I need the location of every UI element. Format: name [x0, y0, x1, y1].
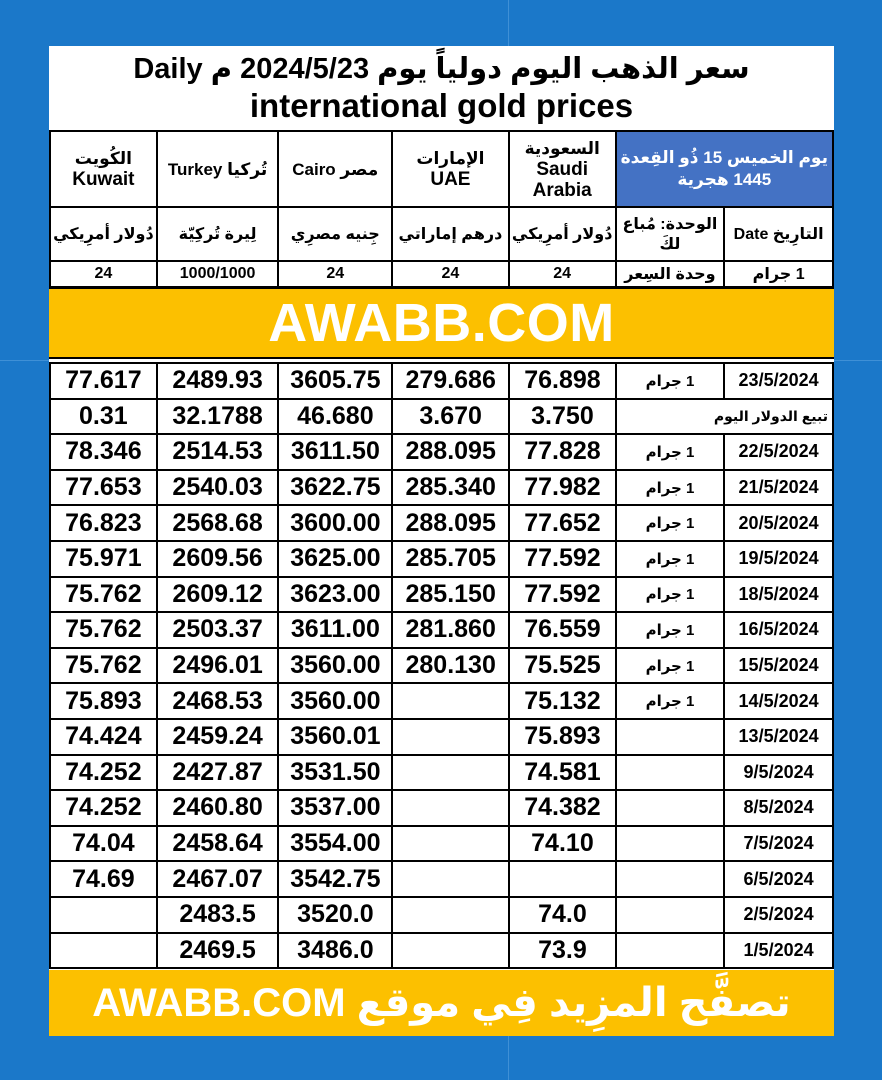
saudi-price: 75.132 — [509, 683, 616, 719]
unit-cell: 1 جرام — [616, 470, 724, 506]
header-table — [49, 130, 834, 288]
gram-label: 1 جرام — [724, 261, 833, 287]
kuwait-price: 75.893 — [50, 683, 157, 719]
table-row — [50, 399, 833, 435]
date-label: التارِيخ Date — [724, 207, 833, 261]
cairo-price: 3611.00 — [278, 612, 392, 648]
cairo-price: 3560.00 — [278, 683, 392, 719]
table-row — [50, 755, 833, 791]
kuwait-price: 76.823 — [50, 505, 157, 541]
saudi-header: السعودية Saudi Arabia — [509, 131, 616, 207]
karat-row — [50, 261, 833, 287]
uae-price — [392, 826, 509, 862]
turkey-price: 2503.37 — [157, 612, 279, 648]
unit-cell — [616, 861, 724, 897]
turkey-price: 2427.87 — [157, 755, 279, 791]
date-cell: 19/5/2024 — [724, 541, 833, 577]
saudi-price: 77.652 — [509, 505, 616, 541]
date-cell: 9/5/2024 — [724, 755, 833, 791]
saudi-price: 73.9 — [509, 933, 616, 969]
turkey-price: 2489.93 — [157, 363, 279, 399]
saudi-price: 74.0 — [509, 897, 616, 933]
site-banner: AWABB.COM — [49, 287, 834, 359]
unit-cell — [616, 933, 724, 969]
table-row — [50, 826, 833, 862]
turkey-price: 2460.80 — [157, 790, 279, 826]
kuwait-price: 78.346 — [50, 434, 157, 470]
saudi-price: 75.893 — [509, 719, 616, 755]
uae-price — [392, 683, 509, 719]
footer-banner: تصفَّح المزِيد فِي موقع AWABB.COM — [49, 970, 834, 1036]
unit-cell — [616, 719, 724, 755]
date-cell: 20/5/2024 — [724, 505, 833, 541]
unit-cell — [616, 897, 724, 933]
turkey-price: 2459.24 — [157, 719, 279, 755]
price-sheet — [49, 46, 834, 1036]
saudi-price: 77.592 — [509, 541, 616, 577]
table-row — [50, 861, 833, 897]
date-cell: 6/5/2024 — [724, 861, 833, 897]
cairo-price: 3560.01 — [278, 719, 392, 755]
saudi-price: 74.382 — [509, 790, 616, 826]
date-cell: 14/5/2024 — [724, 683, 833, 719]
saudi-price: 77.592 — [509, 577, 616, 613]
table-row — [50, 541, 833, 577]
currency-units-row — [50, 207, 833, 261]
saudi-price: 75.525 — [509, 648, 616, 684]
unit-cell: 1 جرام — [616, 648, 724, 684]
kuwait-price: 75.971 — [50, 541, 157, 577]
cairo-currency: جِنيه مصرِي — [278, 207, 392, 261]
uae-price — [392, 933, 509, 969]
turkey-price: 32.1788 — [157, 399, 279, 435]
saudi-price: 74.10 — [509, 826, 616, 862]
unit-cell: 1 جرام — [616, 683, 724, 719]
kuwait-price: 74.252 — [50, 755, 157, 791]
kuwait-currency: دُولار أمرِيكي — [50, 207, 157, 261]
cairo-karat: 24 — [278, 261, 392, 287]
date-cell: 8/5/2024 — [724, 790, 833, 826]
uae-karat: 24 — [392, 261, 509, 287]
turkey-price: 2609.56 — [157, 541, 279, 577]
uae-price — [392, 861, 509, 897]
date-cell: 18/5/2024 — [724, 577, 833, 613]
turkey-price: 2496.01 — [157, 648, 279, 684]
date-cell: 7/5/2024 — [724, 826, 833, 862]
price-unit-label: وحدة السِعر — [616, 261, 725, 287]
cairo-price: 3623.00 — [278, 577, 392, 613]
turkey-price: 2609.12 — [157, 577, 279, 613]
dollar-rate-note: تبيع الدولار اليوم — [616, 399, 833, 435]
unit-cell: 1 جرام — [616, 541, 724, 577]
table-row — [50, 790, 833, 826]
kuwait-price — [50, 933, 157, 969]
kuwait-price: 77.617 — [50, 363, 157, 399]
uae-price: 285.705 — [392, 541, 509, 577]
kuwait-price: 74.69 — [50, 861, 157, 897]
unit-cell: 1 جرام — [616, 363, 724, 399]
date-cell: 2/5/2024 — [724, 897, 833, 933]
table-row — [50, 933, 833, 969]
cairo-price: 46.680 — [278, 399, 392, 435]
uae-price: 3.670 — [392, 399, 509, 435]
date-cell: 15/5/2024 — [724, 648, 833, 684]
table-row — [50, 897, 833, 933]
cairo-price: 3625.00 — [278, 541, 392, 577]
cairo-price: 3611.50 — [278, 434, 392, 470]
title-line-2: international gold prices — [249, 87, 634, 124]
date-cell: 13/5/2024 — [724, 719, 833, 755]
unit-cell: 1 جرام — [616, 612, 724, 648]
saudi-price — [509, 861, 616, 897]
date-cell: 1/5/2024 — [724, 933, 833, 969]
cairo-header: مصر Cairo — [278, 131, 392, 207]
table-row — [50, 470, 833, 506]
table-row — [50, 683, 833, 719]
kuwait-price: 77.653 — [50, 470, 157, 506]
unit-cell: 1 جرام — [616, 577, 724, 613]
kuwait-price: 75.762 — [50, 577, 157, 613]
table-row — [50, 363, 833, 399]
saudi-price: 3.750 — [509, 399, 616, 435]
cairo-price: 3560.00 — [278, 648, 392, 684]
table-row — [50, 648, 833, 684]
cairo-price: 3622.75 — [278, 470, 392, 506]
uae-price: 280.130 — [392, 648, 509, 684]
cairo-price: 3605.75 — [278, 363, 392, 399]
page-title — [49, 46, 834, 132]
uae-price — [392, 755, 509, 791]
table-row — [50, 612, 833, 648]
uae-header: الإمارات UAE — [392, 131, 509, 207]
turkey-price: 2483.5 — [157, 897, 279, 933]
country-header-row — [50, 131, 833, 207]
saudi-karat: 24 — [509, 261, 616, 287]
turkey-price: 2458.64 — [157, 826, 279, 862]
table-row — [50, 505, 833, 541]
uae-price — [392, 790, 509, 826]
cairo-price: 3531.50 — [278, 755, 392, 791]
uae-price — [392, 897, 509, 933]
uae-price: 285.150 — [392, 577, 509, 613]
date-cell: 23/5/2024 — [724, 363, 833, 399]
turkey-price: 2568.68 — [157, 505, 279, 541]
turkey-price: 2540.03 — [157, 470, 279, 506]
saudi-price: 77.982 — [509, 470, 616, 506]
title-line-1: سعر الذهب اليوم دولياً يوم 2024/5/23 م Daily — [133, 53, 750, 85]
uae-price: 279.686 — [392, 363, 509, 399]
cairo-price: 3520.0 — [278, 897, 392, 933]
cairo-price: 3486.0 — [278, 933, 392, 969]
saudi-price: 76.898 — [509, 363, 616, 399]
kuwait-karat: 24 — [50, 261, 157, 287]
kuwait-price — [50, 897, 157, 933]
kuwait-header: الكُويت Kuwait — [50, 131, 157, 207]
cairo-price: 3600.00 — [278, 505, 392, 541]
kuwait-price: 75.762 — [50, 612, 157, 648]
turkey-currency: لِيرة تُركِيّة — [157, 207, 279, 261]
table-row — [50, 719, 833, 755]
kuwait-price: 0.31 — [50, 399, 157, 435]
unit-cell: 1 جرام — [616, 434, 724, 470]
hijri-date-header: يوم الخميس 15 ذُو القِعدة 1445 هجرية — [616, 131, 833, 207]
cairo-price: 3554.00 — [278, 826, 392, 862]
uae-price: 288.095 — [392, 434, 509, 470]
uae-price: 285.340 — [392, 470, 509, 506]
turkey-price: 2467.07 — [157, 861, 279, 897]
uae-price: 281.860 — [392, 612, 509, 648]
unit-cell — [616, 790, 724, 826]
unit-cell — [616, 826, 724, 862]
saudi-price: 74.581 — [509, 755, 616, 791]
kuwait-price: 74.424 — [50, 719, 157, 755]
cairo-price: 3542.75 — [278, 861, 392, 897]
date-cell: 22/5/2024 — [724, 434, 833, 470]
turkey-header: تُركيا Turkey — [157, 131, 279, 207]
kuwait-price: 74.04 — [50, 826, 157, 862]
date-cell: 21/5/2024 — [724, 470, 833, 506]
saudi-currency: دُولار أمرِيكي — [509, 207, 616, 261]
saudi-price: 77.828 — [509, 434, 616, 470]
saudi-price: 76.559 — [509, 612, 616, 648]
cairo-price: 3537.00 — [278, 790, 392, 826]
prices-table — [49, 362, 834, 969]
table-row — [50, 577, 833, 613]
unit-cell: 1 جرام — [616, 505, 724, 541]
kuwait-price: 75.762 — [50, 648, 157, 684]
turkey-price: 2468.53 — [157, 683, 279, 719]
table-row — [50, 434, 833, 470]
uae-currency: درهم إماراتي — [392, 207, 509, 261]
uae-price — [392, 719, 509, 755]
uae-price: 288.095 — [392, 505, 509, 541]
date-cell: 16/5/2024 — [724, 612, 833, 648]
unit-label: الوحدة: مُباع لكَ — [616, 207, 725, 261]
turkey-price: 2469.5 — [157, 933, 279, 969]
unit-cell — [616, 755, 724, 791]
turkey-price: 2514.53 — [157, 434, 279, 470]
turkey-karat: 1000/1000 — [157, 261, 279, 287]
kuwait-price: 74.252 — [50, 790, 157, 826]
